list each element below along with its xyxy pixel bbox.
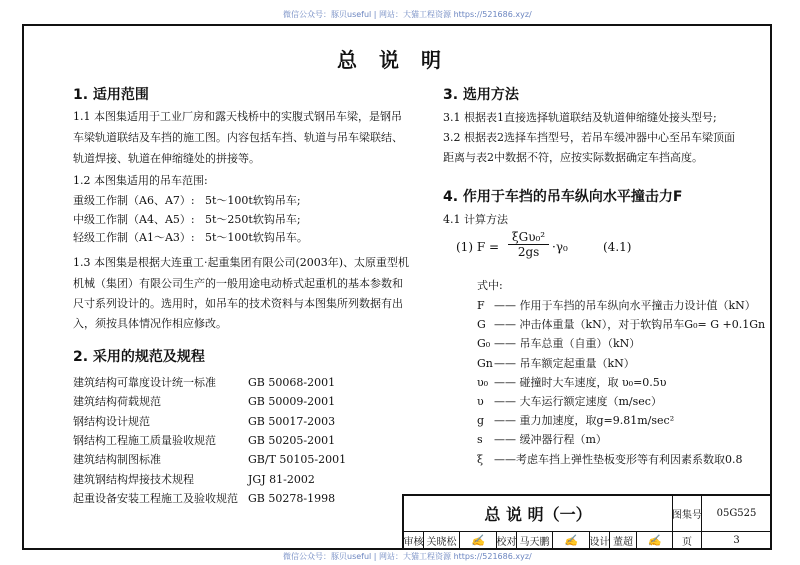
text-line: 1.3 本图集是根据大连重工·起重集团有限公司(2003年)、太原重型机: [73, 256, 410, 269]
designer-signature: ✍: [637, 532, 673, 550]
standard-name: 建筑结构可靠度设计统一标准: [73, 376, 216, 389]
text-line: 车梁轨道联结及车挡的施工图。内容包括车挡、轨道与吊车梁联结、: [73, 131, 403, 144]
page-title: 总说明: [337, 48, 463, 72]
page-label: 页: [673, 532, 702, 550]
title-block: [402, 494, 772, 550]
text-line: 入，须按具体情况作相应修改。: [73, 317, 227, 330]
standard-code: GB 50017-2003: [248, 414, 336, 428]
text-line: 轨道焊接、轨道在伸缩缝处的拼接等。: [73, 152, 260, 165]
crane-range: 5t～100t软钩吊车;: [205, 194, 301, 207]
text-line: 机械（集团）有限公司生产的一般用途电动桥式起重机的基本参数和: [73, 277, 403, 290]
symbol: s: [477, 433, 483, 447]
watermark-top: 微信公众号：豚贝useful | 网站：大猫工程资源 https://521686.xyz/: [283, 10, 532, 19]
standard-name: 钢结构设计规范: [73, 414, 150, 428]
standard-name: 建筑结构制图标准: [73, 453, 161, 467]
where-label: 式中:: [477, 279, 503, 292]
symbol-definition: —— 吊车额定起重量（kN）: [494, 356, 635, 370]
standard-name: 钢结构工程施工质量验收规范: [73, 433, 216, 447]
symbol-definition: —— 缓冲器行程（m）: [494, 433, 607, 447]
symbol: Gn: [477, 356, 493, 370]
section2-heading: 2. 采用的规范及规程: [73, 349, 205, 365]
symbol: ξ: [477, 452, 484, 466]
formula-numerator: ξGυ₀²: [508, 230, 549, 245]
text-line: 1.1 本图集适用于工业厂房和露天栈桥中的实腹式钢吊车梁，是钢吊: [73, 110, 402, 123]
checker-signature: ✍: [553, 532, 590, 550]
symbol: G: [477, 318, 486, 332]
formula-number: (4.1): [603, 240, 632, 254]
text-line: 1.2 本图集适用的吊车范围:: [73, 174, 208, 187]
crane-class: 轻级工作制（A1～A3）:: [73, 231, 195, 244]
formula-fraction: [508, 230, 549, 259]
symbol-definition: —— 碰撞时大车速度，取 υ₀=0.5υ: [494, 375, 667, 389]
symbol-definition: ——考虑车挡上弹性垫板变形等有利因素系数取0.8: [494, 452, 743, 466]
atlas-label: 图集号: [673, 496, 702, 532]
review-label: 审核: [404, 532, 424, 550]
crane-range: 5t～250t软钩吊车;: [205, 213, 301, 226]
standard-code: JGJ 81-2002: [248, 472, 315, 486]
checker-name: 马天鹏: [517, 532, 553, 550]
standard-code: GB 50205-2001: [248, 433, 336, 447]
symbol: υ: [477, 395, 484, 408]
symbol: F: [477, 299, 485, 312]
standard-name: 建筑结构荷载规范: [73, 395, 161, 409]
section4-heading: 4. 作用于车挡的吊车纵向水平撞击力F: [443, 189, 683, 205]
check-label: 校对: [497, 532, 517, 550]
standard-code: GB 50009-2001: [248, 395, 336, 409]
text-line: 3.1 根据表1直接选择轨道联结及轨道伸缩缝处接头型号;: [443, 111, 717, 124]
symbol-definition: —— 大车运行额定速度（m/sec）: [494, 395, 662, 408]
reviewer-name: 关晓松: [424, 532, 460, 550]
symbol-definition: —— 作用于车挡的吊车纵向水平撞击力设计值（kN）: [494, 299, 756, 312]
watermark-bottom: 微信公众号：豚贝useful | 网站：大猫工程资源 https://521686.xyz/: [283, 552, 532, 561]
sheet-title: 总 说 明（一）: [404, 496, 673, 532]
section1-heading: 1. 适用范围: [73, 87, 149, 103]
symbol-definition: —— 冲击体重量（kN），对于软钩吊车G₀= G +0.1Gn: [494, 318, 766, 332]
atlas-number: 05G525: [702, 496, 772, 532]
standard-name: 起重设备安装工程施工及验收规范: [73, 491, 238, 505]
standard-code: GB 50068-2001: [248, 376, 336, 389]
formula-prefix: (1) F =: [456, 240, 500, 254]
symbol-definition: —— 吊车总重（自重）（kN）: [494, 337, 641, 351]
text-line: 3.2 根据表2选择车挡型号，若吊车缓冲器中心至吊车梁顶面: [443, 131, 735, 144]
formula-denominator: 2gs: [517, 245, 540, 259]
symbol: g: [477, 414, 485, 428]
section3-heading: 3. 选用方法: [443, 87, 519, 103]
symbol-definition: —— 重力加速度，取g=9.81m/sec²: [494, 414, 675, 428]
crane-class: 中级工作制（A4、A5）:: [73, 213, 195, 226]
crane-class: 重级工作制（A6、A7）:: [73, 194, 195, 207]
formula-suffix: ·γ₀: [552, 240, 568, 254]
crane-range: 5t～100t软钩吊车。: [205, 231, 308, 244]
symbol: υ₀: [477, 375, 489, 389]
reviewer-signature: ✍: [460, 532, 497, 550]
standard-code: GB 50278-1998: [248, 491, 336, 505]
subheading: 4.1 计算方法: [443, 213, 508, 226]
text-line: 距离与表2中数据不符，应按实际数据确定车挡高度。: [443, 151, 703, 164]
text-line: 尺寸系列设计的。选用时，如吊车的技术资料与本图集所列数据有出: [73, 297, 403, 310]
standard-code: GB/T 50105-2001: [248, 453, 347, 467]
design-label: 设计: [590, 532, 610, 550]
designer-name: 董超: [610, 532, 637, 550]
page-number: 3: [702, 532, 772, 550]
standard-name: 建筑钢结构焊接技术规程: [73, 472, 194, 486]
symbol: G₀: [477, 337, 491, 351]
